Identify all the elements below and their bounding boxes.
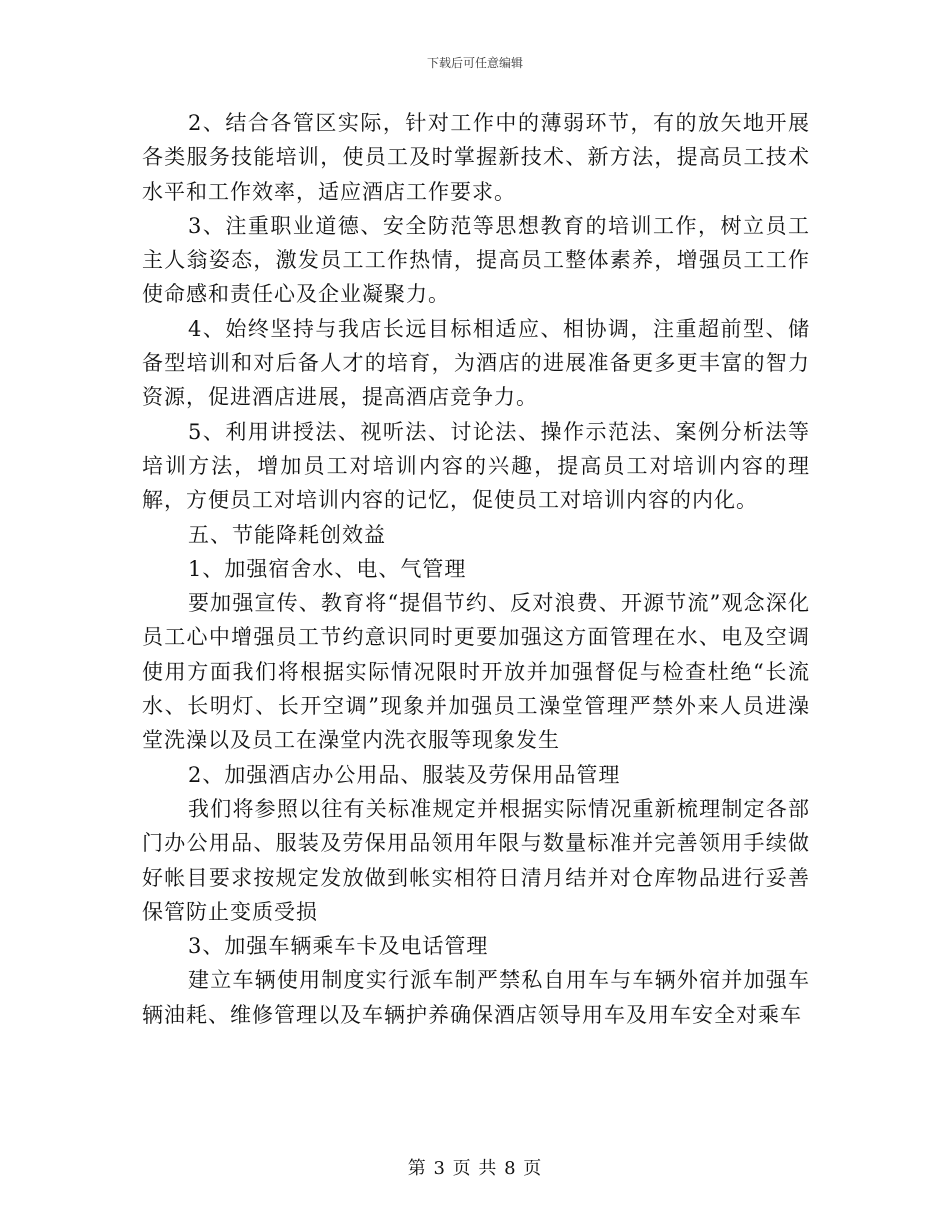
paragraph: 4、始终坚持与我店长远目标相适应、相协调，注重超前型、储备型培训和对后备人才的培育，为酒店的进展准备更多更丰富的智力资源，促进酒店进展，提高酒店竞争力。 <box>142 316 810 410</box>
paragraph: 建立车辆使用制度实行派车制严禁私自用车与车辆外宿并加强车辆油耗、维修管理以及车辆护养确保酒店领导用车及用车安全对乘车 <box>142 968 810 1027</box>
page-number: 第 3 页 共 8 页 <box>407 1158 543 1179</box>
paragraph: 3、注重职业道德、安全防范等思想教育的培训工作，树立员工主人翁姿态，激发员工工作热情，提高员工整体素养，增强员工工作使命感和责任心及企业凝聚力。 <box>142 213 810 307</box>
subsection-heading: 2、加强酒店办公用品、服装及劳保用品管理 <box>188 762 621 787</box>
paragraph: 我们将参照以往有关标准规定并根据实际情况重新梳理制定各部门办公用品、服装及劳保用品领用年限与数量标准并完善领用手续做好帐目要求按规定发放做到帐实相符日清月结并对仓库物品进行妥善保管防止变质受损 <box>142 796 810 924</box>
subsection-heading: 3、加强车辆乘车卡及电话管理 <box>188 934 489 959</box>
section-heading: 五、节能降耗创效益 <box>188 522 386 547</box>
page-header: 下载后可任意编辑 <box>426 56 523 70</box>
document-body <box>142 106 810 1032</box>
paragraph: 2、结合各管区实际，针对工作中的薄弱环节，有的放矢地开展各类服务技能培训，使员工及时掌握新技术、新方法，提高员工技术水平和工作效率，适应酒店工作要求。 <box>142 111 810 204</box>
paragraph: 要加强宣传、教育将“提倡节约、反对浪费、开源节流”观念深化员工心中增强员工节约意识同时更要加强这方面管理在水、电及空调使用方面我们将根据实际情况限时开放并加强督促与检查杜绝“长流水、长明灯、长开空调”现象并加强员工澡堂管理严禁外来人员进澡堂洗澡以及员工在澡堂内洗衣服等现象发生 <box>142 591 810 753</box>
paragraph: 5、利用讲授法、视听法、讨论法、操作示范法、案例分析法等培训方法，增加员工对培训内容的兴趣，提高员工对培训内容的理解，方便员工对培训内容的记忆，促使员工对培训内容的内化。 <box>142 419 810 513</box>
subsection-heading: 1、加强宿舍水、电、气管理 <box>188 556 467 581</box>
